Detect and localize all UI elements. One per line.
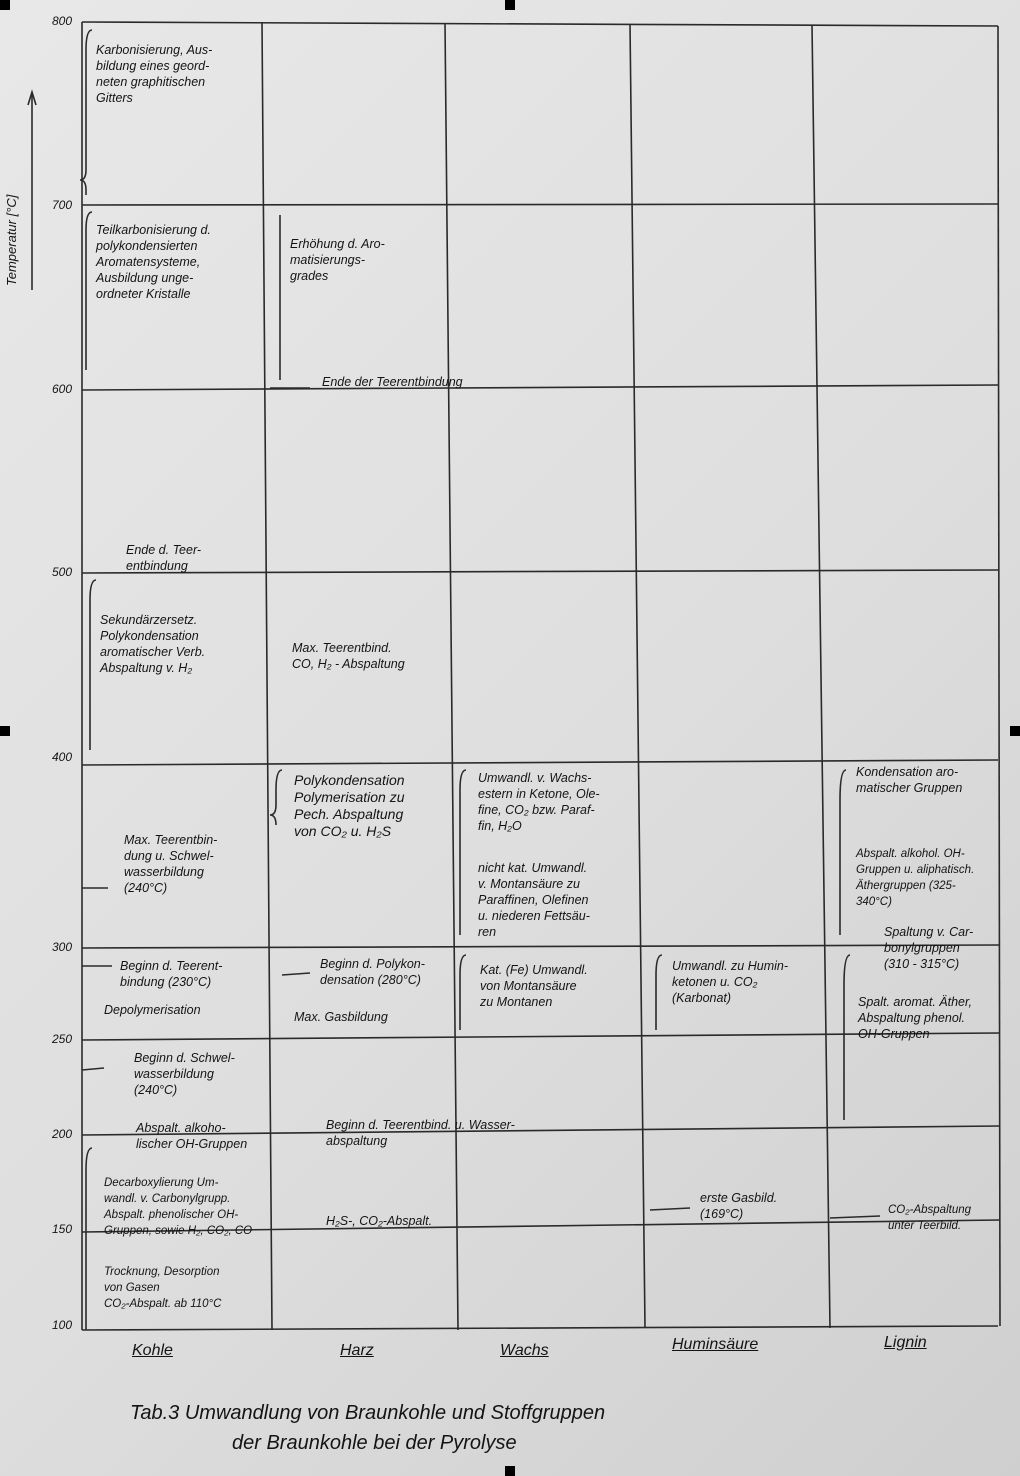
cell-humin-erste-gas: erste Gasbild. (169°C) <box>700 1191 778 1221</box>
cell-lignin-spaltung-carbonyl: Spaltung v. Car- bonylgruppen (310 - 315°C) <box>884 925 974 971</box>
y-tick-700: 700 <box>51 198 72 212</box>
cell-lignin-abspalt-oh: Abspalt. alkohol. OH- Gruppen u. aliphatisch. Äthergruppen (325- 340°C) <box>856 848 975 908</box>
cell-lignin-co2: CO₂-Abspaltung unter Teerbild. <box>888 1204 972 1232</box>
y-tick-250: 250 <box>51 1032 72 1046</box>
column-label-wachs: Wachs <box>500 1342 549 1359</box>
cell-harz-ende-teer: Ende der Teerentbindung <box>322 375 463 389</box>
y-tick-600: 600 <box>51 382 72 396</box>
table-caption <box>130 1398 930 1458</box>
caption-line-2: der Braunkohle bei der Pyrolyse <box>232 1432 517 1454</box>
cell-harz-max-teer: Max. Teerentbind. CO, H₂ - Abspaltung <box>292 641 405 671</box>
cell-harz-h2s: H₂S-, CO₂-Abspalt. <box>326 1214 433 1228</box>
y-axis-label: Temperatur [°C] <box>4 194 19 286</box>
y-tick-100: 100 <box>51 1318 72 1332</box>
cell-harz-beginn-poly: Beginn d. Polykon- densation (280°C) <box>320 957 425 987</box>
cell-wachs-kat: Kat. (Fe) Umwandl. von Montansäure zu Montanen <box>480 963 588 1009</box>
cell-kohle-max-teer: Max. Teerentbin- dung u. Schwel- wasserbildung (240°C) <box>124 833 218 895</box>
cell-kohle-beginn-teer: Beginn d. Teerent- bindung (230°C) <box>120 959 223 989</box>
column-label-huminsaeure: Huminsäure <box>672 1336 759 1353</box>
column-label-kohle: Kohle <box>132 1342 173 1359</box>
y-tick-800: 800 <box>51 14 72 28</box>
y-tick-200: 200 <box>51 1127 72 1141</box>
column-label-harz: Harz <box>340 1342 374 1359</box>
cell-harz-max-gas: Max. Gasbildung <box>294 1010 388 1024</box>
y-tick-150: 150 <box>51 1222 72 1236</box>
cell-kohle-decarboxylierung: Decarboxylierung Um- wandl. v. Carbonylgrupp. Abspalt. phenolischer OH- Gruppen, sowie H₂, CO₂, CO <box>104 1177 253 1237</box>
cell-harz-erhoehung: Erhöhung d. Aro- matisierungs- grades <box>290 237 385 283</box>
column-label-lignin: Lignin <box>884 1334 927 1351</box>
cell-wachs-umwandl-ester: Umwandl. v. Wachs- estern in Ketone, Ole- fine, CO₂ bzw. Paraf- fin, H₂O <box>478 771 600 833</box>
y-tick-400: 400 <box>51 750 72 764</box>
cell-harz-polykond: Polykondensation Polymerisation zu Pech. Abspaltung von CO₂ u. H₂S <box>294 772 405 839</box>
y-tick-300: 300 <box>51 940 72 954</box>
cell-kohle-karbonisierung: Karbonisierung, Aus- bildung eines geord- neten graphitischen Gitters <box>96 43 213 105</box>
cell-kohle-sekundaer: Sekundärzersetz. Polykondensation aromatischer Verb. Abspaltung v. H₂ <box>100 613 206 675</box>
cell-lignin-spalt-aether: Spalt. aromat. Äther, Abspaltung phenol. OH-Gruppen <box>858 995 972 1041</box>
cell-harz-beginn-teer-wasser: Beginn d. Teerentbind. u. Wasser- abspaltung <box>326 1118 515 1148</box>
cell-wachs-nicht-kat: nicht kat. Umwandl. v. Montansäure zu Paraffinen, Olefinen u. niederen Fettsäu- ren <box>478 861 590 939</box>
caption-line-1: Tab.3 Umwandlung von Braunkohle und Stoffgruppen <box>130 1402 606 1424</box>
y-tick-500: 500 <box>51 565 72 579</box>
cell-kohle-ende-teer: Ende d. Teer- entbindung <box>126 543 202 573</box>
cell-kohle-beginn-schwel: Beginn d. Schwel- wasserbildung (240°C) <box>134 1051 235 1097</box>
cell-kohle-abspalt-alkohol: Abspalt. alkoho- lischer OH-Gruppen <box>136 1121 248 1151</box>
cell-kohle-depolymerisation: Depolymerisation <box>104 1003 201 1017</box>
cell-kohle-teilkarbonisierung: Teilkarbonisierung d. polykondensierten Aromatensysteme, Ausbildung unge- ordneter Kristalle <box>96 223 211 301</box>
cell-kohle-trocknung: Trocknung, Desorption von Gasen CO₂-Abspalt. ab 110°C <box>104 1266 222 1310</box>
cell-lignin-kondensation: Kondensation aro- matischer Gruppen <box>856 765 963 795</box>
cell-humin-umwandl: Umwandl. zu Humin- ketonen u. CO₂ (Karbonat) <box>672 959 789 1005</box>
